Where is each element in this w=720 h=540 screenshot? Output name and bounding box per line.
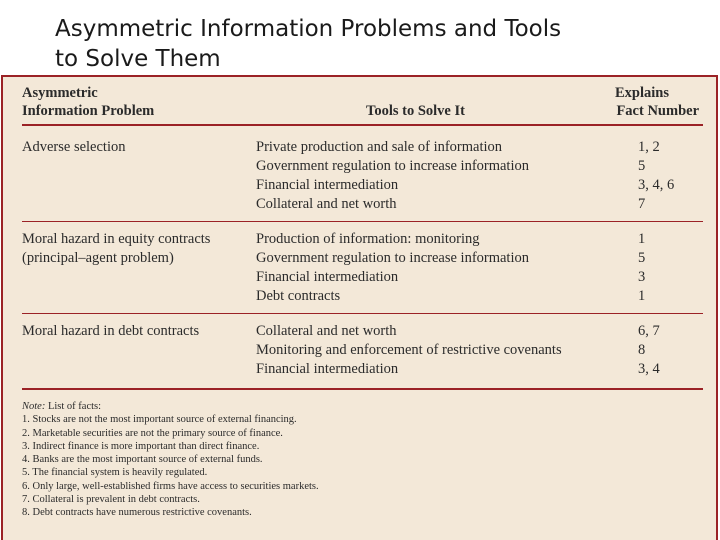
problem-moral-hazard-debt: Moral hazard in debt contracts xyxy=(22,323,200,339)
note-label: Note: xyxy=(22,401,46,412)
fact-cell: 8 xyxy=(638,342,646,358)
tool-cell: Debt contracts xyxy=(256,288,341,304)
problem-moral-hazard-equity: Moral hazard in equity contracts xyxy=(22,231,211,247)
header-problem-line-2: Information Problem xyxy=(22,103,155,119)
fact-cell: 3, 4 xyxy=(638,361,660,377)
header-problem-line-1: Asymmetric xyxy=(22,85,98,101)
tool-cell: Collateral and net worth xyxy=(256,323,397,339)
slide-title-line-2: to Solve Them xyxy=(55,46,221,72)
fact-item: 7. Collateral is prevalent in debt contracts. xyxy=(22,494,200,506)
fact-cell: 6, 7 xyxy=(638,323,660,339)
tool-cell: Financial intermediation xyxy=(256,361,399,377)
problem-moral-hazard-equity-sub: (principal–agent problem) xyxy=(22,250,174,266)
table-bottom-rule xyxy=(22,388,703,390)
note-intro: List of facts: xyxy=(47,401,102,412)
group-divider xyxy=(22,313,703,314)
header-facts-line-1: Explains xyxy=(615,85,669,101)
fact-item: 5. The financial system is heavily regulated. xyxy=(22,467,208,479)
fact-cell: 5 xyxy=(638,158,646,174)
tool-cell: Monitoring and enforcement of restrictive covenants xyxy=(256,342,562,358)
header-facts-line-2: Fact Number xyxy=(616,103,699,119)
fact-cell: 5 xyxy=(638,250,646,266)
tool-cell: Financial intermediation xyxy=(256,269,399,285)
fact-item: 3. Indirect finance is more important than direct finance. xyxy=(22,440,260,452)
group-divider xyxy=(22,221,703,222)
fact-cell: 3, 4, 6 xyxy=(638,177,675,193)
fact-item: 6. Only large, well-established firms have access to securities markets. xyxy=(22,480,319,492)
asymmetric-information-table xyxy=(1,75,718,540)
fact-cell: 1 xyxy=(638,231,646,247)
fact-cell: 1 xyxy=(638,288,646,304)
note-heading xyxy=(22,400,319,413)
fact-item: 1. Stocks are not the most important source of external financing. xyxy=(22,414,297,426)
slide-title xyxy=(55,14,695,74)
tool-cell: Collateral and net worth xyxy=(256,196,397,212)
tool-cell: Private production and sale of information xyxy=(256,139,503,155)
facts-note xyxy=(22,400,319,520)
slide-title-line-1: Asymmetric Information Problems and Tools xyxy=(55,16,562,42)
fact-item: 4. Banks are the most important source of external funds. xyxy=(22,454,263,466)
tool-cell: Financial intermediation xyxy=(256,177,399,193)
problem-adverse-selection: Adverse selection xyxy=(22,139,126,155)
tool-cell: Government regulation to increase information xyxy=(256,158,529,174)
fact-cell: 7 xyxy=(638,196,646,212)
fact-cell: 3 xyxy=(638,269,646,285)
header-tools: Tools to Solve It xyxy=(366,103,465,119)
fact-cell: 1, 2 xyxy=(638,139,660,155)
tool-cell: Government regulation to increase information xyxy=(256,250,529,266)
fact-item: 8. Debt contracts have numerous restrictive covenants. xyxy=(22,507,252,519)
fact-item: 2. Marketable securities are not the primary source of finance. xyxy=(22,427,283,439)
header-rule xyxy=(22,124,703,126)
tool-cell: Production of information: monitoring xyxy=(256,231,480,247)
